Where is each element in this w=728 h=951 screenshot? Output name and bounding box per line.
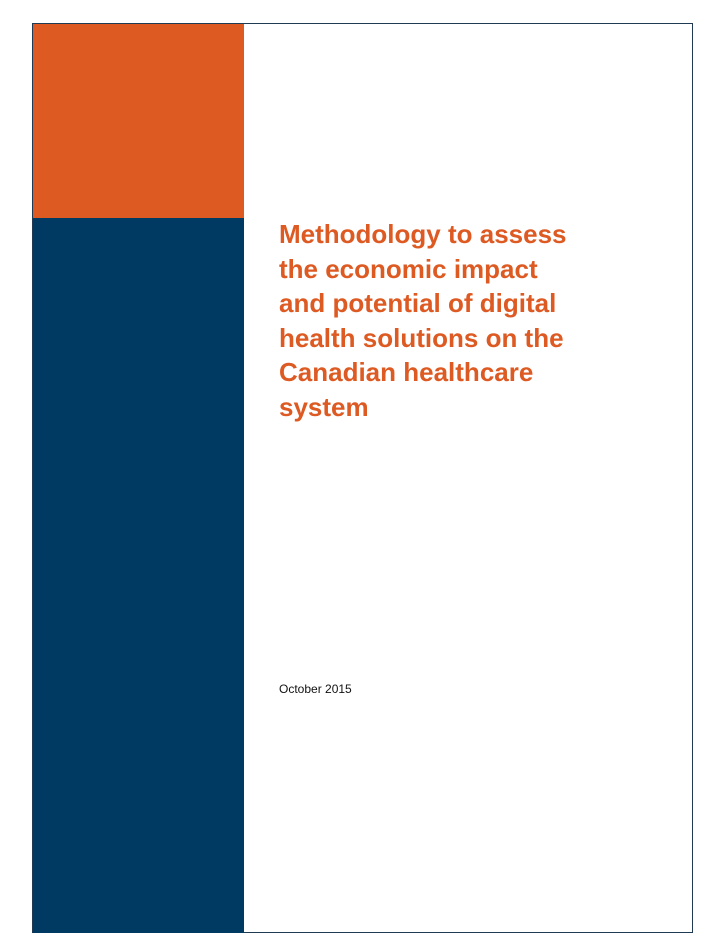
navy-accent-band bbox=[33, 218, 244, 933]
orange-accent-band bbox=[33, 24, 244, 218]
report-title: Methodology to assess the economic impact and potential of digital health solutions on the Canadian healthcare system bbox=[279, 219, 567, 422]
report-cover-page bbox=[32, 23, 693, 933]
publication-date: October 2015 bbox=[279, 682, 352, 696]
